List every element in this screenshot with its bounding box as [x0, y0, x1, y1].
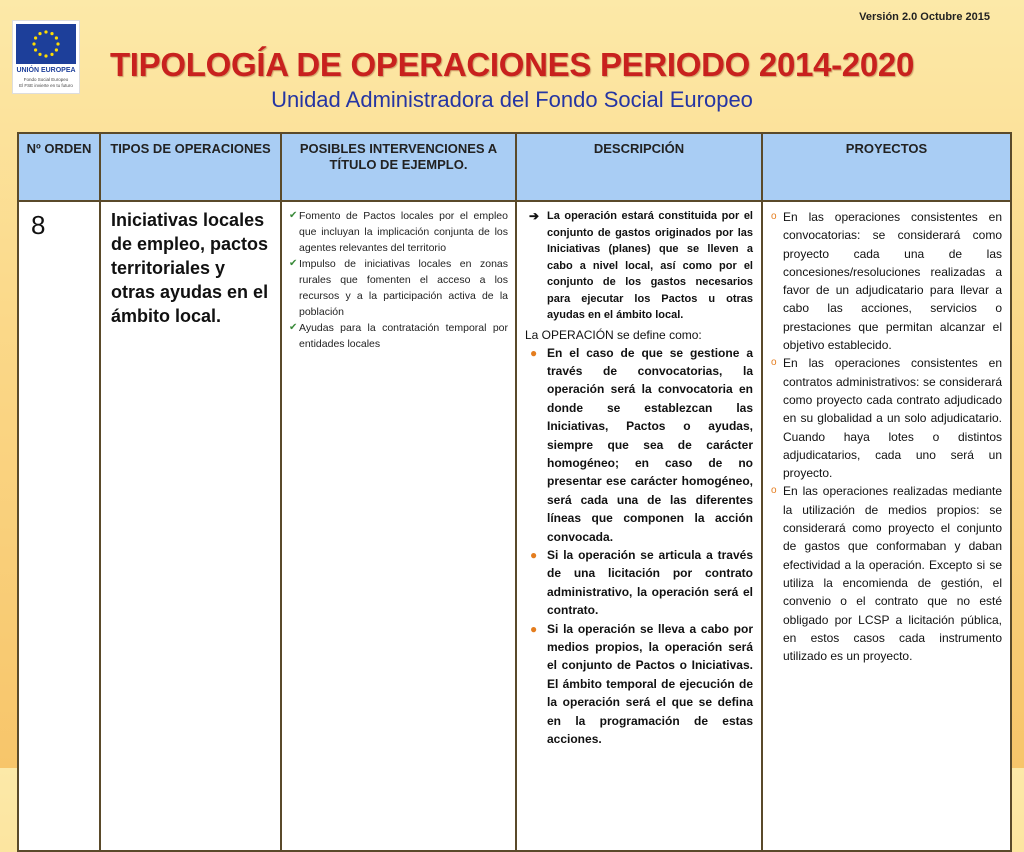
descripcion-item-text: Si la operación se articula a través de una licitación por contrato administrativo, la operación será el contrato. [547, 547, 753, 618]
proyecto-item [771, 208, 1002, 354]
circle-bullet-icon: o [771, 357, 777, 369]
operations-table [17, 132, 1012, 852]
bullet-icon: ● [530, 345, 538, 360]
arrow-right-icon: ➔ [529, 209, 540, 223]
header-proyectos: PROYECTOS [762, 133, 1011, 201]
cell-tipos: Iniciativas locales de empleo, pactos territoriales y otras ayudas en el ámbito local. [100, 201, 281, 851]
bullet-icon: ● [530, 547, 538, 562]
descripcion-intro-text: La operación estará constituida por el conjunto de gastos originados por las Iniciativas (planes) que se lleven a cabo a nivel local, así como por el conjunto de los gastos necesarios para ejecutar los Pactos u otras ayudas en el ámbito local. [547, 210, 753, 321]
intervencion-item [289, 208, 508, 256]
intervencion-text: Fomento de Pactos locales por el empleo que incluyan la implicación conjunta de los agentes relevantes del territorio [299, 210, 508, 254]
proyecto-text: En las operaciones realizadas mediante la utilización de medios propios: se considerará como proyecto el conjunto de gastos que conformaban y daban efectividad a la operación. Excepto si se utiliza la encomienda de gestión, el convenio o el contrato que no esté obligado por LCSP a licitación pública, en estos casos cada instrumento utilizado es un proyecto. [783, 484, 1002, 664]
checkmark-icon: ✔ [289, 258, 298, 269]
circle-bullet-icon: o [771, 485, 777, 497]
descripcion-label: La OPERACIÓN se define como: [525, 327, 702, 342]
logo-tagline: El FSE invierte en tu futuro [19, 83, 73, 88]
descripcion-item [525, 620, 753, 749]
cell-proyectos [762, 201, 1011, 851]
descripcion-item [525, 344, 753, 546]
descripcion-item [525, 546, 753, 620]
logo-subtitle: Fondo Social Europeo [23, 77, 69, 82]
intervencion-text: Ayudas para la contratación temporal por entidades locales [299, 322, 508, 350]
table-row [18, 201, 1011, 851]
cell-numero: 8 [18, 201, 100, 851]
intervencion-item [289, 320, 508, 352]
descripcion-item-text: En el caso de que se gestione a través de convocatorias, la operación será la convocatoria en donde se establezcan las Iniciativas, Pactos o ayudas, siempre que sea de carácter homogéneo; en caso de no presentar ese carácter homogéneo, será cada una de las diferentes líneas que componen la acción convocada. [547, 345, 753, 544]
header-descripcion: DESCRIPCIÓN [516, 133, 762, 201]
header-tipos: TIPOS DE OPERACIONES [100, 133, 281, 201]
version-label: Versión 2.0 Octubre 2015 [859, 11, 990, 23]
checkmark-icon: ✔ [289, 210, 298, 221]
descripcion-item-text: Si la operación se lleva a cabo por medios propios, la operación será el conjunto de Pactos o Iniciativas. El ámbito temporal de ejecución de la operación será el que se defina en la programación de estas acciones. [547, 621, 753, 747]
proyecto-item [771, 354, 1002, 482]
cell-intervenciones [281, 201, 516, 851]
table-header-row [18, 133, 1011, 201]
proyecto-text: En las operaciones consistentes en contratos administrativos: se considerará como proyecto cada contrato adjudicado en su globalidad a un solo adjudicatario. Cuando haya lotes o distintos adjudicatarios, cada uno será un proyecto. [783, 356, 1002, 481]
header-intervenciones: POSIBLES INTERVENCIONES A TÍTULO DE EJEMPLO. [281, 133, 516, 201]
descripcion-intro [525, 208, 753, 324]
bullet-icon: ● [530, 621, 538, 636]
intervencion-item [289, 256, 508, 320]
header-numero: Nº ORDEN [18, 133, 100, 201]
page-subtitle: Unidad Administradora del Fondo Social Europeo [271, 87, 753, 112]
page-title: TIPOLOGÍA DE OPERACIONES PERIODO 2014-2020 [109, 46, 915, 83]
intervencion-text: Impulso de iniciativas locales en zonas rurales que fomenten el acceso a los recursos y a la participación activa de la población [299, 258, 508, 318]
circle-bullet-icon: o [771, 211, 777, 222]
cell-descripcion [516, 201, 762, 851]
checkmark-icon: ✔ [289, 322, 298, 333]
proyecto-text: En las operaciones consistentes en convocatorias: se considerará como proyecto cada una de las concesiones/resoluciones realizadas a favor de un adjudicatario para llevar a cabo las acciones, servicios o prestaciones que permitan alcanzar el objetivo establecido. [783, 210, 1002, 353]
proyecto-item [771, 482, 1002, 665]
logo-title: UNIÓN EUROPEA [16, 67, 76, 74]
